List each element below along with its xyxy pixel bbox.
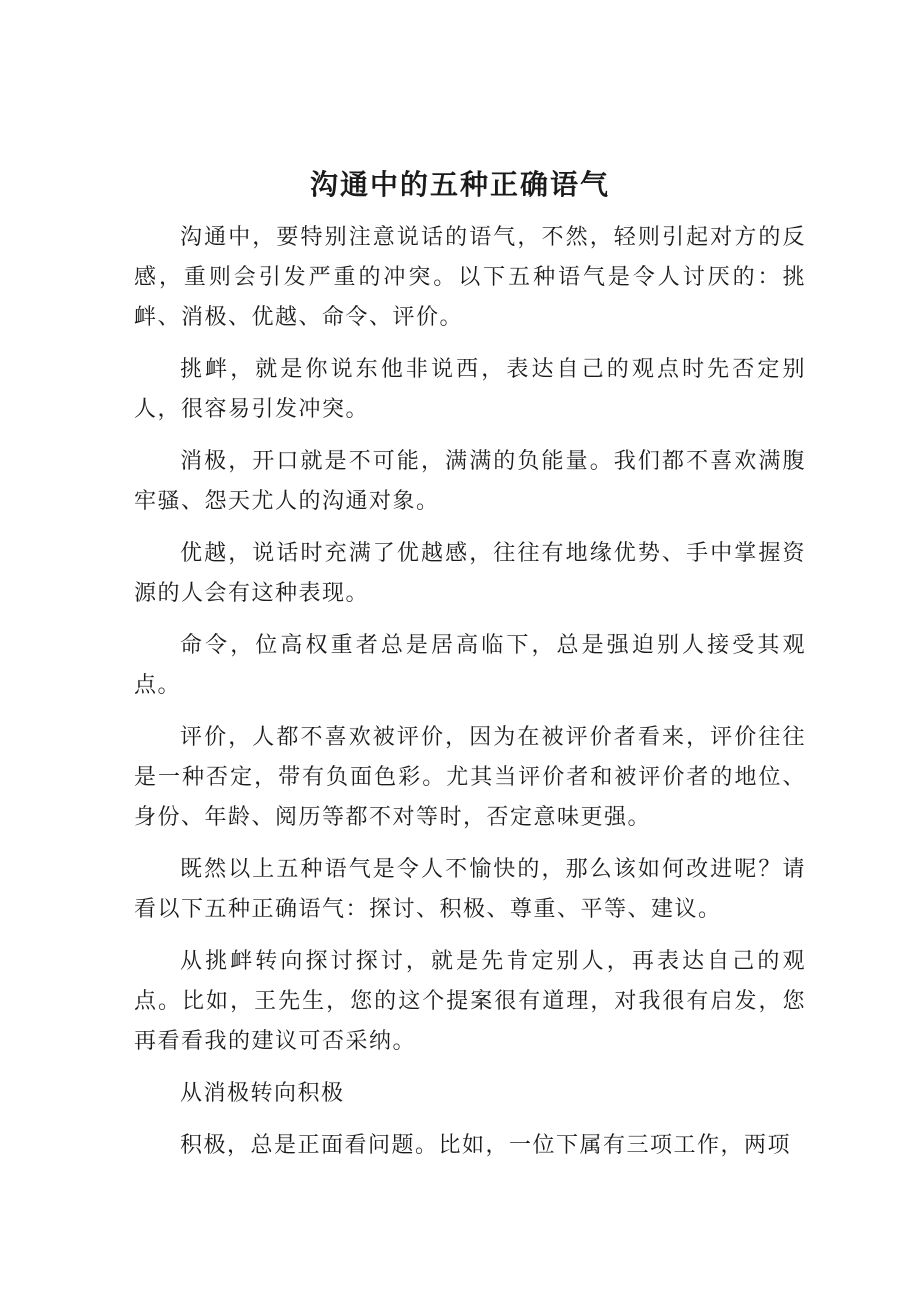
paragraph-transition: 既然以上五种语气是令人不愉快的，那么该如何改进呢？请看以下五种正确语气：探讨、积极、尊重、平等、建议。 <box>134 857 806 922</box>
paragraph-positive-heading: 从消极转向积极 <box>180 1081 345 1106</box>
paragraph-discuss: 从挑衅转向探讨探讨，就是先肯定别人，再表达自己的观点。比如，王先生，您的这个提案很有道理，对我很有启发，您再看看我的建议可否采纳。 <box>134 949 806 1054</box>
document-body <box>134 218 806 1178</box>
paragraph-superior: 优越，说话时充满了优越感，往往有地缘优势、手中掌握资源的人会有这种表现。 <box>134 541 806 606</box>
document-title: 沟通中的五种正确语气 <box>309 168 610 201</box>
paragraph-intro: 沟通中，要特别注意说话的语气，不然，轻则引起对方的反感，重则会引发严重的冲突。以下五种语气是令人讨厌的：挑衅、消极、优越、命令、评价。 <box>134 225 806 330</box>
paragraph-command: 命令，位高权重者总是居高临下，总是强迫别人接受其观点。 <box>134 633 806 698</box>
paragraph-negative: 消极，开口就是不可能，满满的负能量。我们都不喜欢满腹牢骚、怨天尤人的沟通对象。 <box>134 449 806 514</box>
paragraph-provocative: 挑衅，就是你说东他非说西，表达自己的观点时先否定别人，很容易引发冲突。 <box>134 357 806 422</box>
paragraph-judgment: 评价，人都不喜欢被评价，因为在被评价者看来，评价往往是一种否定，带有负面色彩。尤其当评价者和被评价者的地位、身份、年龄、阅历等都不对等时，否定意味更强。 <box>134 725 806 830</box>
paragraph-positive: 积极，总是正面看问题。比如，一位下属有三项工作，两项 <box>180 1133 792 1158</box>
